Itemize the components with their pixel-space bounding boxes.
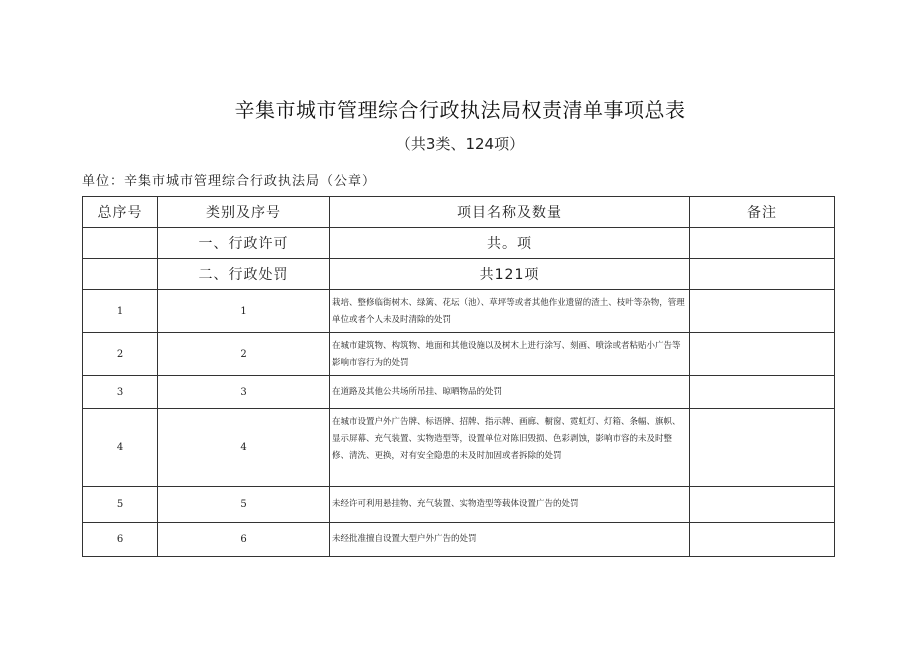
section-seq-cell [83, 228, 158, 259]
header-name: 项目名称及数量 [330, 197, 690, 228]
table-row [83, 333, 835, 376]
section-seq-cell [83, 259, 158, 290]
document-subtitle: （共3类、124项） [395, 135, 525, 153]
row-category-seq: 5 [158, 487, 330, 523]
row-item-name: 在道路及其他公共场所吊挂、晾晒物品的处罚 [330, 376, 690, 409]
row-note [690, 290, 835, 333]
row-note [690, 523, 835, 557]
row-category-seq: 4 [158, 409, 330, 487]
header-note: 备注 [690, 197, 835, 228]
section-row-penalty [83, 259, 835, 290]
row-seq: 3 [83, 376, 158, 409]
section-category: 一、行政许可 [158, 228, 330, 259]
row-category-seq: 3 [158, 376, 330, 409]
row-item-name: 在城市设置户外广告牌、标语牌、招牌、指示牌、画廊、橱窗、霓虹灯、灯箱、条幅、旗帜、显示屏幕、充气装置、实物造型等，设置单位对陈旧毁损、色彩剥蚀，影响市容的未及时整修、清洗、更换，对有安全隐患的未及时加固或者拆除的处罚 [330, 409, 690, 487]
table-row [83, 487, 835, 523]
header-category: 类别及序号 [158, 197, 330, 228]
section-count: 共。项 [330, 228, 690, 259]
row-seq: 5 [83, 487, 158, 523]
row-item-name: 未经许可利用悬挂物、充气装置、实物造型等载体设置广告的处罚 [330, 487, 690, 523]
table-row [83, 376, 835, 409]
section-row-licensing [83, 228, 835, 259]
table-row [83, 409, 835, 487]
section-category: 二、行政处罚 [158, 259, 330, 290]
section-note-cell [690, 259, 835, 290]
header-seq: 总序号 [83, 197, 158, 228]
row-seq: 1 [83, 290, 158, 333]
row-item-name: 未经批准擅自设置大型户外广告的处罚 [330, 523, 690, 557]
section-note-cell [690, 228, 835, 259]
row-note [690, 409, 835, 487]
row-note [690, 487, 835, 523]
row-category-seq: 6 [158, 523, 330, 557]
row-note [690, 376, 835, 409]
document-title: 辛集市城市管理综合行政执法局权责清单事项总表 [234, 98, 686, 122]
unit-line: 单位：辛集市城市管理综合行政执法局（公章） [82, 174, 377, 189]
row-seq: 4 [83, 409, 158, 487]
table-row [83, 290, 835, 333]
row-category-seq: 2 [158, 333, 330, 376]
row-category-seq: 1 [158, 290, 330, 333]
row-seq: 2 [83, 333, 158, 376]
responsibility-table [82, 196, 835, 557]
table-row [83, 523, 835, 557]
row-item-name: 栽培、整修临街树木、绿篱、花坛（池）、草坪等或者其他作业遗留的渣土、枝叶等杂物，管理单位或者个人未及时清除的处罚 [330, 290, 690, 333]
table-header-row [83, 197, 835, 228]
row-item-name: 在城市建筑物、构筑物、地面和其他设施以及树木上进行涂写、刻画、喷涂或者粘贴小广告等影响市容行为的处罚 [330, 333, 690, 376]
row-seq: 6 [83, 523, 158, 557]
section-count: 共121项 [330, 259, 690, 290]
row-note [690, 333, 835, 376]
